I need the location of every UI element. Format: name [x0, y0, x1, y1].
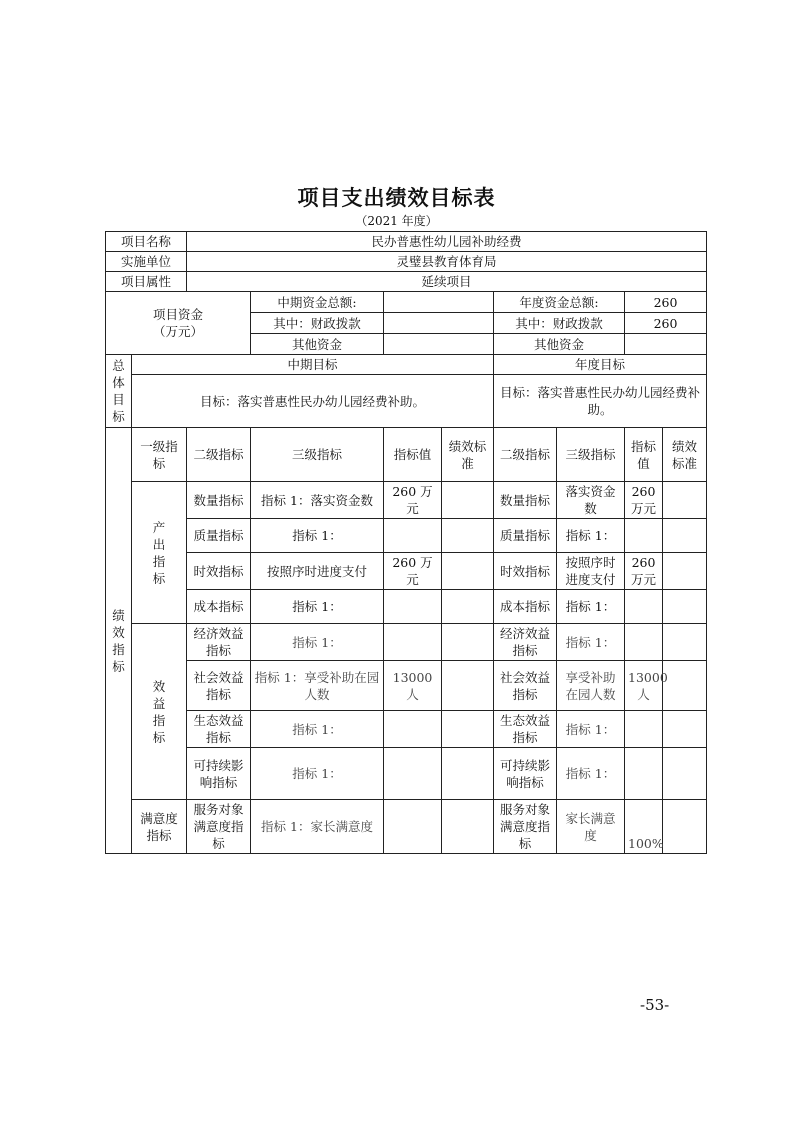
value-cell: 260 万元	[384, 482, 442, 519]
project-name-value: 民办普惠性幼儿园补助经费	[187, 232, 707, 252]
header-value: 指标值	[384, 428, 442, 482]
standard-cell	[442, 711, 494, 748]
level2-year-cell: 时效指标	[494, 553, 557, 590]
standard-cell	[442, 800, 494, 854]
table-row	[106, 590, 707, 624]
header-level2: 二级指标	[187, 428, 251, 482]
level3-cell: 指标 1：	[251, 748, 384, 800]
level3-year-cell: 按照序时进度支付	[557, 553, 625, 590]
value-cell: 260 万元	[384, 553, 442, 590]
level3-cell: 指标 1：	[251, 590, 384, 624]
project-attribute-row	[106, 272, 707, 292]
project-name-row	[106, 232, 707, 252]
mid-finance-value	[384, 313, 494, 334]
standard-year-cell	[663, 519, 707, 553]
level2-cell: 经济效益指标	[187, 624, 251, 661]
header-level2-year: 二级指标	[494, 428, 557, 482]
indicator-header-row	[106, 428, 707, 482]
unit-label: 实施单位	[106, 252, 187, 272]
value-cell	[384, 800, 442, 854]
standard-cell	[442, 519, 494, 553]
level2-year-cell: 数量指标	[494, 482, 557, 519]
standard-year-cell	[663, 590, 707, 624]
level2-year-cell: 可持续影响指标	[494, 748, 557, 800]
project-name-label: 项目名称	[106, 232, 187, 252]
level3-year-cell: 指标 1：	[557, 711, 625, 748]
standard-cell	[442, 624, 494, 661]
standard-cell	[442, 482, 494, 519]
header-standard-year: 绩效标准	[663, 428, 707, 482]
level2-year-cell: 经济效益指标	[494, 624, 557, 661]
header-level3: 三级指标	[251, 428, 384, 482]
mid-other-label: 其他资金	[251, 334, 384, 355]
level3-cell: 指标 1：享受补助在园人数	[251, 661, 384, 711]
page-title: 项目支出绩效目标表	[297, 186, 496, 210]
level2-cell: 时效指标	[187, 553, 251, 590]
implementing-unit-row	[106, 252, 707, 272]
level3-cell: 指标 1：	[251, 624, 384, 661]
standard-year-cell	[663, 482, 707, 519]
level2-year-cell: 成本指标	[494, 590, 557, 624]
year-total-value: 260	[625, 292, 707, 313]
level3-year-cell: 指标 1：	[557, 519, 625, 553]
level3-cell: 指标 1：家长满意度	[251, 800, 384, 854]
level3-cell: 按照序时进度支付	[251, 553, 384, 590]
mid-total-value	[384, 292, 494, 313]
funds-row-total	[106, 292, 707, 313]
value-year-cell: 260万元	[625, 553, 663, 590]
table-row	[106, 624, 707, 661]
level2-year-cell: 服务对象满意度指标	[494, 800, 557, 854]
value-year-cell	[625, 748, 663, 800]
level3-year-cell: 落实资金数	[557, 482, 625, 519]
goals-header-row	[106, 355, 707, 375]
standard-year-cell	[663, 624, 707, 661]
funds-label: 项目资金 （万元）	[106, 292, 251, 355]
overall-goal-label: 总体目标	[106, 355, 132, 428]
level2-cell: 数量指标	[187, 482, 251, 519]
unit-value: 灵璧县教育体育局	[187, 252, 707, 272]
benefit-indicator-label: 效益指标	[132, 624, 187, 800]
standard-year-cell	[663, 748, 707, 800]
mid-other-value	[384, 334, 494, 355]
value-cell: 13000人	[384, 661, 442, 711]
year-finance-label: 其中：财政拨款	[494, 313, 625, 334]
value-year-cell: 260万元	[625, 482, 663, 519]
level3-year-cell: 指标 1：	[557, 590, 625, 624]
table-row	[106, 482, 707, 519]
table-row	[106, 711, 707, 748]
year-other-label: 其他资金	[494, 334, 625, 355]
goals-text-row	[106, 375, 707, 428]
attribute-value: 延续项目	[187, 272, 707, 292]
value-year-cell: 100%	[625, 800, 663, 854]
table-row	[106, 553, 707, 590]
table-row	[106, 661, 707, 711]
table-row	[106, 519, 707, 553]
value-year-cell	[625, 711, 663, 748]
year-subtitle: （2021 年度）	[355, 214, 438, 228]
standard-year-cell	[663, 661, 707, 711]
level2-year-cell: 质量指标	[494, 519, 557, 553]
standard-year-cell	[663, 711, 707, 748]
header-level3-year: 三级指标	[557, 428, 625, 482]
value-cell	[384, 624, 442, 661]
level3-cell: 指标 1：落实资金数	[251, 482, 384, 519]
mid-total-label: 中期资金总额:	[251, 292, 384, 313]
value-cell	[384, 519, 442, 553]
level3-cell: 指标 1：	[251, 519, 384, 553]
value-year-cell	[625, 624, 663, 661]
page-number: -53-	[640, 996, 670, 1014]
value-year-cell	[625, 519, 663, 553]
year-total-label: 年度资金总额:	[494, 292, 625, 313]
value-cell	[384, 748, 442, 800]
header-level1: 一级指标	[132, 428, 187, 482]
level3-year-cell: 家长满意度	[557, 800, 625, 854]
standard-cell	[442, 553, 494, 590]
level2-cell: 质量指标	[187, 519, 251, 553]
standard-year-cell	[663, 553, 707, 590]
standard-cell	[442, 590, 494, 624]
year-other-value	[625, 334, 707, 355]
level2-cell: 成本指标	[187, 590, 251, 624]
level2-year-cell: 生态效益指标	[494, 711, 557, 748]
attribute-label: 项目属性	[106, 272, 187, 292]
level2-cell: 服务对象满意度指标	[187, 800, 251, 854]
table-row	[106, 800, 707, 854]
standard-cell	[442, 661, 494, 711]
performance-target-table	[105, 231, 707, 854]
standard-cell	[442, 748, 494, 800]
value-cell	[384, 590, 442, 624]
mid-goal-text: 目标：落实普惠性民办幼儿园经费补助。	[132, 375, 494, 428]
value-cell	[384, 711, 442, 748]
level3-cell: 指标 1：	[251, 711, 384, 748]
year-goal-text: 目标：落实普惠性民办幼儿园经费补助。	[494, 375, 707, 428]
satisfaction-indicator-label: 满意度指标	[132, 800, 187, 854]
value-year-cell	[625, 590, 663, 624]
table-row	[106, 748, 707, 800]
year-finance-value: 260	[625, 313, 707, 334]
header-value-year: 指标值	[625, 428, 663, 482]
value-year-cell: 13000 人	[625, 661, 663, 711]
mid-goal-header: 中期目标	[132, 355, 494, 375]
level2-year-cell: 社会效益指标	[494, 661, 557, 711]
standard-year-cell	[663, 800, 707, 854]
level2-cell: 生态效益指标	[187, 711, 251, 748]
year-goal-header: 年度目标	[494, 355, 707, 375]
header-standard: 绩效标准	[442, 428, 494, 482]
mid-finance-label: 其中：财政拨款	[251, 313, 384, 334]
level3-year-cell: 享受补助在园人数	[557, 661, 625, 711]
level3-year-cell: 指标 1：	[557, 748, 625, 800]
output-indicator-label: 产出指标	[132, 482, 187, 624]
level2-cell: 社会效益指标	[187, 661, 251, 711]
performance-indicator-label: 绩效指标	[106, 428, 132, 854]
level3-year-cell: 指标 1：	[557, 624, 625, 661]
level2-cell: 可持续影响指标	[187, 748, 251, 800]
